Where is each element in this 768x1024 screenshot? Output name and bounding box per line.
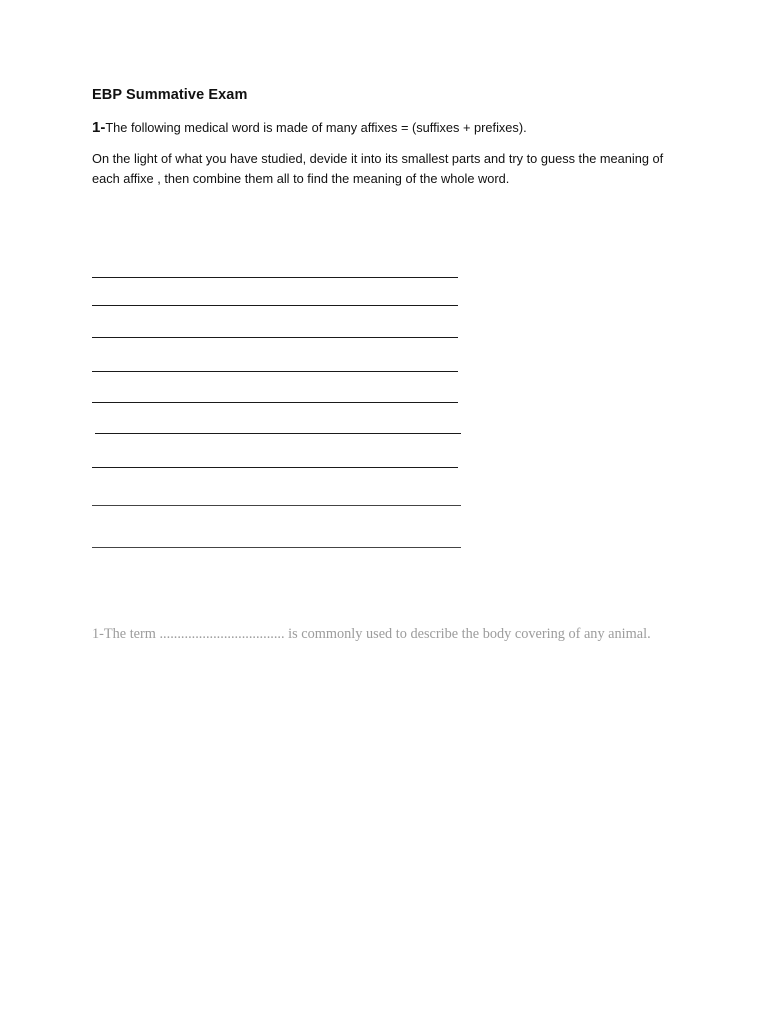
answer-line[interactable] — [92, 547, 461, 548]
answer-line[interactable] — [92, 371, 458, 372]
answer-line[interactable] — [92, 337, 458, 338]
answer-line[interactable] — [92, 277, 458, 278]
answer-line[interactable] — [92, 305, 458, 306]
answer-line[interactable] — [92, 505, 461, 506]
answer-line[interactable] — [92, 467, 458, 468]
answer-line[interactable] — [92, 402, 458, 403]
answer-line[interactable] — [95, 433, 461, 434]
question-1-text: The following medical word is made of many affixes = (suffixes + prefixes). — [105, 120, 527, 135]
question-1-number: 1- — [92, 119, 106, 136]
question-instructions: On the light of what you have studied, devide it into its smallest parts and try to guess the meaning of each affixe , then combine them all to find the meaning of the whole word. — [92, 151, 664, 186]
faded-question-text: 1-The term ................................... is commonly used to describe the body covering of any animal. — [92, 626, 651, 642]
exam-title: EBP Summative Exam — [92, 87, 248, 103]
